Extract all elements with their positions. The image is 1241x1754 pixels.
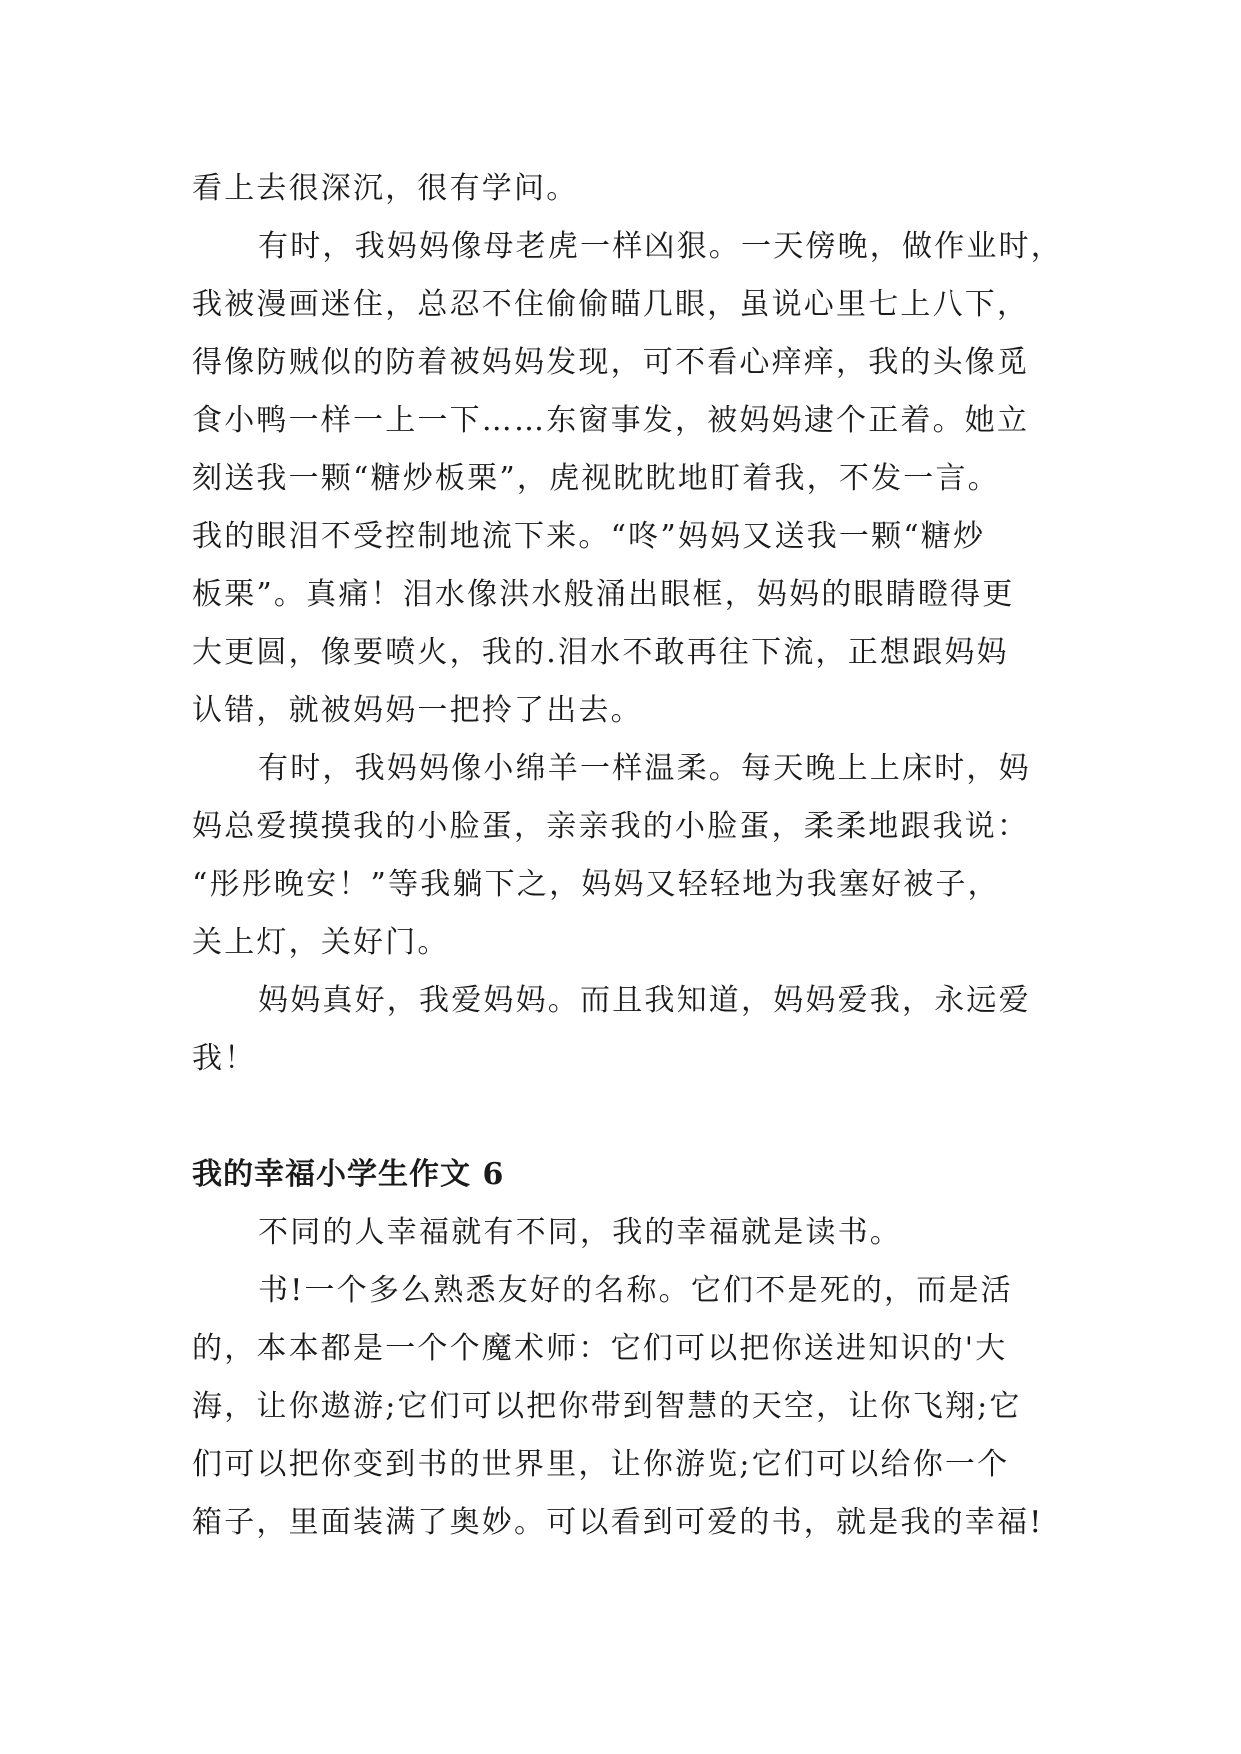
text-line: 有时，我妈妈像母老虎一样凶狠。一天傍晚，做作业时， [258, 229, 1063, 264]
text-line: 看上去很深沉，很有学问。 [192, 171, 579, 206]
text-line: 关上灯，关好门。 [192, 925, 450, 960]
text-line: 箱子，里面装满了奥妙。可以看到可爱的书，就是我的幸福! [192, 1505, 1044, 1540]
paragraph-books [192, 1262, 1072, 1552]
text-line: 不同的人幸福就有不同，我的幸福就是读书。 [258, 1215, 902, 1250]
text-line: 认错，就被妈妈一把拎了出去。 [192, 693, 643, 728]
paragraph-lamb-mom [192, 740, 1072, 972]
paragraph-intro [192, 1204, 1072, 1262]
text-line: 的，本本都是一个个魔术师：它们可以把你送进知识的'大 [192, 1331, 1008, 1366]
section-spacer [192, 1088, 1072, 1146]
paragraph-tiger-mom [192, 218, 1072, 740]
text-line: 妈妈真好，我爱妈妈。而且我知道，妈妈爱我，永远爱 [258, 983, 1031, 1018]
text-line: 大更圆，像要喷火，我的.泪水不敢再往下流，正想跟妈妈 [192, 635, 1009, 670]
section-title: 我的幸福小学生作文 6 [192, 1157, 505, 1192]
text-line: 书!一个多么熟悉友好的名称。它们不是死的，而是活 [258, 1273, 1013, 1308]
text-line: 我被漫画迷住，总忍不住偷偷瞄几眼，虽说心里七上八下， [192, 287, 1030, 322]
text-line: 有时，我妈妈像小绵羊一样温柔。每天晚上上床时，妈 [258, 751, 1031, 786]
document-page [192, 160, 1072, 1552]
text-line: 海，让你遨游;它们可以把你带到智慧的天空，让你飞翔;它 [192, 1389, 1022, 1424]
text-line: 们可以把你变到书的世界里，让你游览;它们可以给你一个 [192, 1447, 1010, 1482]
paragraph-love-mom [192, 972, 1072, 1088]
text-line: 妈总爱摸摸我的小脸蛋，亲亲我的小脸蛋，柔柔地跟我说： [192, 809, 1030, 844]
text-line: 得像防贼似的防着被妈妈发现，可不看心痒痒，我的头像觅 [192, 345, 1030, 380]
text-line: 我的眼泪不受控制地流下来。“咚”妈妈又送我一颗“糖炒 [192, 519, 986, 554]
text-line: 我！ [192, 1041, 257, 1076]
text-line: 刻送我一颗“糖炒板栗”，虎视眈眈地盯着我，不发一言。 [192, 461, 1000, 496]
paragraph-continuation [192, 160, 1072, 218]
text-line: 食小鸭一样一上一下……东窗事发，被妈妈逮个正着。她立 [192, 403, 1030, 438]
text-line: 板栗”。真痛！泪水像洪水般涌出眼框，妈妈的眼睛瞪得更 [192, 577, 1015, 612]
text-line: “彤彤晚安！”等我躺下之，妈妈又轻轻地为我塞好被子， [192, 867, 1000, 902]
